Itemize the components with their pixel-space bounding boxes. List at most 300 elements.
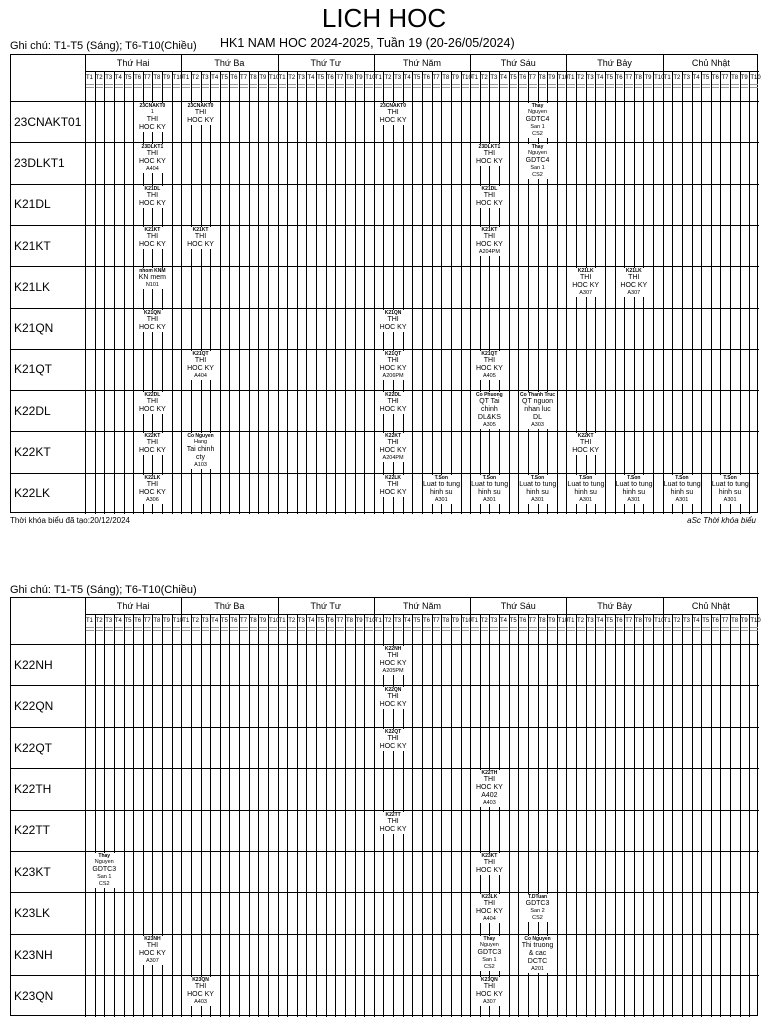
schedule-entry[interactable] xyxy=(664,475,701,504)
schedule-entry[interactable] xyxy=(86,853,123,888)
period-column-line xyxy=(432,71,433,514)
period-label: T3 xyxy=(105,618,113,624)
period-time-marks xyxy=(566,83,576,92)
schedule-entry[interactable] xyxy=(567,433,604,455)
schedule-entry[interactable] xyxy=(182,433,219,469)
period-label: T7 xyxy=(721,75,729,81)
period-label: T2 xyxy=(480,618,488,624)
row-line xyxy=(11,934,759,935)
period-column-line xyxy=(412,614,413,1017)
day-name: Thứ Năm xyxy=(402,58,441,68)
schedule-entry-line: THI xyxy=(146,116,159,123)
class-row-name: K21KT xyxy=(14,238,51,253)
schedule-entry-line: Thay xyxy=(531,103,544,109)
period-time-marks xyxy=(364,626,374,635)
period-time-marks xyxy=(85,83,95,92)
schedule-entry[interactable] xyxy=(134,227,171,249)
period-column-line xyxy=(749,71,750,514)
day-name: Thứ Bảy xyxy=(597,601,632,611)
schedule-entry-line: A306 xyxy=(145,496,159,503)
schedule-entry-line: THI xyxy=(146,150,159,158)
period-label: T1 xyxy=(86,75,94,81)
period-column-line xyxy=(605,614,606,1017)
period-label: T4 xyxy=(307,75,315,81)
schedule-entry[interactable] xyxy=(375,310,412,332)
period-label: T2 xyxy=(384,618,392,624)
period-column-line xyxy=(422,71,423,514)
schedule-entry[interactable] xyxy=(134,310,171,332)
schedule-entry-line: Nguyen xyxy=(94,859,114,865)
schedule-entry[interactable] xyxy=(616,268,653,297)
period-column-line xyxy=(730,614,731,1017)
period-label: T9 xyxy=(355,618,363,624)
period-column-line xyxy=(480,71,481,514)
period-time-marks xyxy=(605,626,615,635)
period-column-line xyxy=(172,614,173,1017)
period-column-line xyxy=(258,614,259,1017)
schedule-entry-line: A301 xyxy=(675,496,689,503)
schedule-entry-line: THI xyxy=(194,983,207,991)
schedule-entry-line: HOC KY xyxy=(138,406,166,414)
schedule-entry-line: N101 xyxy=(145,282,159,289)
schedule-entry-line: THI xyxy=(194,356,207,364)
period-label: T7 xyxy=(721,618,729,624)
period-label: T10 xyxy=(268,618,280,624)
period-label: T10 xyxy=(557,75,569,81)
period-column-line xyxy=(355,614,356,1017)
schedule-entry-line: GDTC4 xyxy=(525,157,550,165)
schedule-entry[interactable] xyxy=(375,475,412,497)
period-column-line xyxy=(615,614,616,1017)
period-column-line xyxy=(653,614,654,1017)
period-label: T3 xyxy=(490,618,498,624)
schedule-entry-line: HOC KY xyxy=(138,199,166,207)
schedule-entry-line: T.Son xyxy=(675,474,689,481)
day-name: Thứ Năm xyxy=(402,601,441,611)
period-column-line xyxy=(749,614,750,1017)
period-time-marks xyxy=(297,83,307,92)
schedule-entry[interactable] xyxy=(375,351,412,380)
schedule-entry[interactable] xyxy=(471,351,508,380)
period-label: T3 xyxy=(297,618,305,624)
schedule-entry-line: A301 xyxy=(434,496,448,503)
schedule-entry[interactable] xyxy=(519,392,556,429)
period-label: T4 xyxy=(114,618,122,624)
period-time-marks xyxy=(152,83,162,92)
schedule-entry-line: K22LK xyxy=(144,474,161,481)
schedule-entry[interactable] xyxy=(134,433,171,455)
period-column-line xyxy=(557,71,558,514)
schedule-entry[interactable] xyxy=(134,144,171,173)
period-label: T1 xyxy=(471,75,479,81)
schedule-entry[interactable] xyxy=(471,227,508,256)
schedule-entry-line: THI xyxy=(146,480,159,488)
schedule-entry-line: K21QT xyxy=(192,350,209,357)
period-label: T9 xyxy=(548,75,556,81)
period-time-marks xyxy=(720,626,730,635)
schedule-entry[interactable] xyxy=(134,936,171,965)
schedule-entry[interactable] xyxy=(134,268,171,289)
schedule-entry-line: DL&KS xyxy=(477,414,501,422)
schedule-note: Ghi chú: T1-T5 (Sáng); T6-T10(Chiều) xyxy=(10,40,197,52)
schedule-entry-line: & cac xyxy=(528,949,547,957)
period-column-line xyxy=(345,71,346,514)
period-time-marks xyxy=(143,626,153,635)
schedule-entry-line: cty xyxy=(196,454,205,462)
period-time-marks xyxy=(422,626,432,635)
period-label: T2 xyxy=(673,75,681,81)
schedule-entry-line: A205PM xyxy=(382,668,404,674)
period-time-marks xyxy=(730,626,740,635)
schedule-entry[interactable] xyxy=(471,936,508,971)
schedule-entry[interactable] xyxy=(519,475,556,504)
period-label: T10 xyxy=(750,618,761,624)
period-time-marks xyxy=(345,83,355,92)
period-time-marks xyxy=(143,83,153,92)
period-label: T8 xyxy=(345,618,353,624)
period-column-line xyxy=(740,614,741,1017)
schedule-entry[interactable] xyxy=(519,936,556,973)
period-label: T2 xyxy=(95,75,103,81)
period-label: T2 xyxy=(480,75,488,81)
day-column-line xyxy=(663,598,664,1017)
period-label: T1 xyxy=(278,618,286,624)
schedule-entry[interactable] xyxy=(134,392,171,414)
schedule-entry-line: Thi truong xyxy=(521,941,554,949)
period-label: T9 xyxy=(259,618,267,624)
period-label: T3 xyxy=(586,75,594,81)
period-label: T7 xyxy=(528,75,536,81)
period-time-marks xyxy=(393,626,403,635)
period-time-marks xyxy=(470,83,480,92)
period-time-marks xyxy=(306,626,316,635)
schedule-entry-line: THI xyxy=(146,191,159,199)
schedule-entry-line: HOC KY xyxy=(379,447,407,455)
period-time-marks xyxy=(615,626,625,635)
schedule-entry[interactable] xyxy=(471,144,508,166)
period-label: T2 xyxy=(191,618,199,624)
schedule-entry-line: A404 xyxy=(482,916,496,923)
period-time-marks xyxy=(499,626,509,635)
period-label: T6 xyxy=(230,75,238,81)
schedule-entry[interactable] xyxy=(134,186,171,208)
schedule-entry-line: HOC KY xyxy=(475,364,503,372)
schedule-entry-line: HOC KY xyxy=(572,282,600,290)
schedule-entry-line: CS2 xyxy=(98,881,110,887)
schedule-entry[interactable] xyxy=(375,687,412,709)
schedule-entry-line: THI xyxy=(483,150,496,158)
period-label: T8 xyxy=(442,75,450,81)
schedule-entry[interactable] xyxy=(375,433,412,462)
schedule-entry-line: THI xyxy=(387,480,399,488)
period-label: T9 xyxy=(451,75,459,81)
period-time-marks xyxy=(643,83,653,92)
schedule-entry[interactable] xyxy=(567,268,604,297)
schedule-entry-line: THI xyxy=(483,356,496,364)
period-label: T8 xyxy=(153,75,161,81)
schedule-entry-line: Nguyen xyxy=(528,150,548,157)
period-column-line xyxy=(509,71,510,514)
period-time-marks xyxy=(181,626,191,635)
schedule-entry[interactable] xyxy=(519,894,556,922)
schedule-entry-line: THI xyxy=(146,315,159,323)
period-label: T10 xyxy=(365,618,376,624)
schedule-entry[interactable] xyxy=(519,103,556,138)
timetable-week-part-1 xyxy=(10,54,761,513)
schedule-entry-line: HOC KY xyxy=(475,867,503,874)
period-time-marks xyxy=(374,626,384,635)
row-line xyxy=(11,390,759,391)
period-label: T2 xyxy=(384,75,392,81)
schedule-entry-line: K21QT xyxy=(385,350,402,357)
period-column-line xyxy=(740,71,741,514)
schedule-entry-line: HOC KY xyxy=(187,117,214,124)
schedule-entry[interactable] xyxy=(519,144,556,179)
schedule-entry[interactable] xyxy=(375,729,412,751)
period-label: T9 xyxy=(451,618,459,624)
period-time-marks xyxy=(104,626,114,635)
period-label: T4 xyxy=(692,618,700,624)
schedule-entry-line: CS2 xyxy=(484,963,495,970)
period-column-line xyxy=(720,614,721,1017)
class-row-name: K21LK xyxy=(14,279,51,294)
schedule-entry-line: Co Nguyen xyxy=(524,935,551,942)
schedule-entry-line: HOC KY xyxy=(620,282,648,290)
period-time-marks xyxy=(422,83,432,92)
period-label: T7 xyxy=(240,618,248,624)
schedule-entry-line: K21KT xyxy=(192,226,209,233)
period-column-line xyxy=(335,71,336,514)
day-name: Thứ Bảy xyxy=(597,58,632,68)
schedule-entry-line: hinh su xyxy=(670,488,694,496)
schedule-entry-line: Thay xyxy=(98,853,111,859)
schedule-entry[interactable] xyxy=(471,770,508,807)
period-time-marks xyxy=(634,83,644,92)
schedule-entry[interactable] xyxy=(471,475,508,504)
period-time-marks xyxy=(181,83,191,92)
period-label: T5 xyxy=(509,618,517,624)
period-time-marks xyxy=(663,626,673,635)
period-label: T10 xyxy=(557,618,569,624)
schedule-entry-line: HOC KY xyxy=(187,991,214,999)
period-time-marks xyxy=(586,626,596,635)
period-label: T7 xyxy=(143,618,151,624)
period-label: T6 xyxy=(711,75,719,81)
schedule-entry-line: THI xyxy=(387,734,399,742)
period-column-line xyxy=(672,614,673,1017)
period-label: T10 xyxy=(268,75,280,81)
period-column-line xyxy=(355,71,356,514)
period-label: T6 xyxy=(519,618,527,624)
period-label: T6 xyxy=(326,75,334,81)
schedule-entry-line: Thay xyxy=(531,144,544,151)
schedule-entry-line: San 1 xyxy=(482,956,497,963)
schedule-entry-line: THI xyxy=(387,315,399,323)
period-label: T9 xyxy=(163,618,171,624)
period-column-line xyxy=(643,614,644,1017)
schedule-entry-line: K21LK xyxy=(625,268,642,275)
schedule-entry-line: hinh su xyxy=(574,488,597,496)
schedule-entry-line: T.Son xyxy=(579,474,593,481)
period-time-marks xyxy=(538,626,548,635)
period-label: T1 xyxy=(663,618,671,624)
period-column-line xyxy=(220,614,221,1017)
schedule-entry-line: K23QN xyxy=(481,977,498,984)
schedule-entry-line: GDTC3 xyxy=(525,900,550,908)
period-time-marks xyxy=(701,626,711,635)
class-row-name: K23QN xyxy=(14,988,54,1003)
schedule-entry[interactable] xyxy=(375,812,412,834)
period-label: T9 xyxy=(644,618,652,624)
schedule-entry-line: THI xyxy=(387,439,399,447)
schedule-entry-line: HOC KY xyxy=(379,660,407,667)
period-label: T8 xyxy=(731,75,739,81)
period-time-marks xyxy=(480,626,490,635)
period-label: T2 xyxy=(288,75,296,81)
schedule-entry-line: Nguyen xyxy=(528,109,548,115)
period-label: T4 xyxy=(307,618,315,624)
period-label: T3 xyxy=(201,618,209,624)
period-label: T1 xyxy=(567,75,575,81)
period-column-line xyxy=(364,614,365,1017)
period-time-marks xyxy=(412,626,422,635)
period-column-line xyxy=(297,71,298,514)
schedule-entry-line: CS2 xyxy=(532,172,543,179)
schedule-entry-line: Thay xyxy=(483,935,496,942)
period-time-marks xyxy=(451,626,461,635)
period-column-line xyxy=(576,614,577,1017)
period-column-line xyxy=(172,71,173,514)
period-label: T3 xyxy=(682,618,690,624)
period-label: T3 xyxy=(682,75,690,81)
period-label: T10 xyxy=(750,75,761,81)
period-time-marks xyxy=(326,626,336,635)
period-time-marks xyxy=(557,83,567,92)
schedule-entry[interactable] xyxy=(375,392,412,414)
period-label: T7 xyxy=(625,618,633,624)
schedule-entry-line: A204PM xyxy=(478,248,500,255)
class-row-name: K22TT xyxy=(14,823,51,838)
period-label: T8 xyxy=(345,75,353,81)
period-label: T8 xyxy=(538,618,546,624)
period-label: T3 xyxy=(201,75,209,81)
schedule-entry[interactable] xyxy=(471,853,508,875)
period-time-marks xyxy=(566,626,576,635)
schedule-entry-line: K23NH xyxy=(144,935,161,942)
period-column-line xyxy=(306,71,307,514)
period-time-marks xyxy=(557,626,567,635)
period-time-marks xyxy=(740,626,750,635)
schedule-entry-line: hinh su xyxy=(526,488,549,496)
day-name: Thứ Sáu xyxy=(500,58,536,68)
schedule-entry-line: THI xyxy=(146,398,159,406)
schedule-entry-line: Luat to tung xyxy=(711,480,749,488)
schedule-entry-line: San 1 xyxy=(97,874,112,880)
period-time-marks xyxy=(152,626,162,635)
schedule-entry[interactable] xyxy=(471,392,508,429)
schedule-entry-line: THI xyxy=(483,900,496,908)
schedule-entry-line: Tai chinh xyxy=(186,446,215,454)
schedule-entry[interactable] xyxy=(134,475,171,504)
period-column-line xyxy=(634,614,635,1017)
period-time-marks xyxy=(162,626,172,635)
period-label: T4 xyxy=(692,75,700,81)
period-label: T5 xyxy=(413,75,421,81)
schedule-entry[interactable] xyxy=(471,894,508,923)
schedule-entry-line: DCTC xyxy=(527,957,548,965)
period-time-marks xyxy=(355,83,365,92)
schedule-entry-line: A301 xyxy=(482,496,496,503)
schedule-entry-line: A103 xyxy=(194,462,207,469)
period-time-marks xyxy=(595,83,605,92)
schedule-entry[interactable] xyxy=(375,646,412,675)
schedule-entry[interactable] xyxy=(375,103,412,125)
period-time-marks xyxy=(355,626,365,635)
schedule-entry[interactable] xyxy=(423,475,460,504)
class-row-name: K22TH xyxy=(14,781,52,796)
period-time-marks xyxy=(374,83,384,92)
period-label: T9 xyxy=(644,75,652,81)
row-line xyxy=(11,142,759,143)
period-time-marks xyxy=(672,83,682,92)
schedule-entry[interactable] xyxy=(182,227,219,249)
row-line xyxy=(11,727,759,728)
schedule-entry-line: 23DLKT1 xyxy=(141,144,164,151)
class-row-name: K22KT xyxy=(14,445,51,460)
schedule-entry-line: HOC KY xyxy=(379,364,407,372)
schedule-entry[interactable] xyxy=(182,977,219,1006)
period-time-marks xyxy=(701,83,711,92)
period-column-line xyxy=(720,71,721,514)
schedule-entry-line: THI xyxy=(483,191,496,199)
period-label: T9 xyxy=(259,75,267,81)
schedule-entry[interactable] xyxy=(712,475,749,504)
schedule-entry-line: HOC KY xyxy=(475,199,503,207)
period-time-marks xyxy=(605,83,615,92)
schedule-entry-line: A404 xyxy=(194,372,207,379)
schedule-entry[interactable] xyxy=(182,103,219,125)
period-label: T9 xyxy=(355,75,363,81)
schedule-entry[interactable] xyxy=(134,103,171,132)
period-time-marks xyxy=(268,83,278,92)
period-column-line xyxy=(114,71,115,514)
schedule-entry-line: HOC KY xyxy=(379,701,407,709)
schedule-entry[interactable] xyxy=(471,977,508,1006)
schedule-entry-line: DL xyxy=(533,414,542,422)
period-time-marks xyxy=(210,626,220,635)
schedule-entry-line: QT Tai xyxy=(479,398,500,406)
schedule-entry-line: Luat to tung xyxy=(567,480,605,488)
period-column-line xyxy=(124,614,125,1017)
schedule-entry[interactable] xyxy=(616,475,653,504)
period-time-marks xyxy=(278,626,288,635)
schedule-entry-line: THI xyxy=(483,776,496,784)
schedule-entry-line: THI xyxy=(146,232,159,240)
period-label: T10 xyxy=(461,75,472,81)
day-column-line xyxy=(470,55,471,514)
period-time-marks xyxy=(672,626,682,635)
period-label: T4 xyxy=(211,75,219,81)
schedule-entry-line: K22NH xyxy=(384,646,402,652)
schedule-entry[interactable] xyxy=(471,186,508,208)
period-label: T7 xyxy=(432,618,440,624)
schedule-entry[interactable] xyxy=(182,351,219,380)
period-label: T6 xyxy=(134,75,142,81)
row-line xyxy=(11,266,759,267)
period-label: T10 xyxy=(654,75,665,81)
schedule-entry[interactable] xyxy=(567,475,604,504)
schedule-entry-line: T.Son xyxy=(482,474,497,481)
